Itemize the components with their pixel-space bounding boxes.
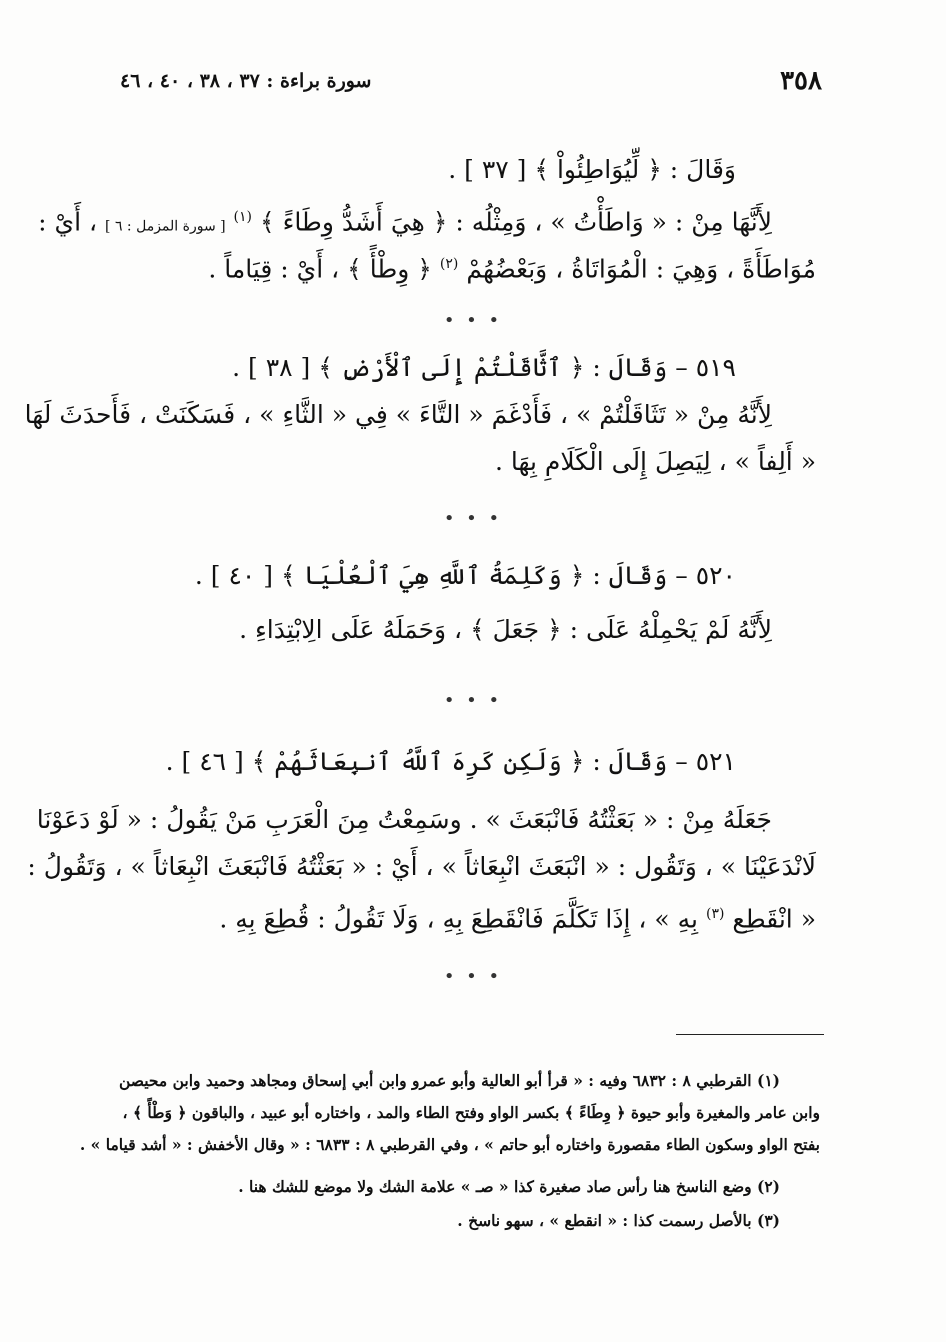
- verse-heading-text: وَقَالَ : ﴿ لِّيُوَاطِئُواْ ﴾ [ ٣٧ ] .: [448, 155, 736, 184]
- commentary-tail: ، أَيْ :: [38, 207, 98, 237]
- section-separator: • • •: [443, 690, 503, 711]
- footnote-divider: [676, 1034, 824, 1035]
- running-head: سورة براءة : ٣٧ ، ٣٨ ، ٤٠ ، ٤٦: [120, 70, 372, 92]
- verse-heading-37: [130, 150, 736, 190]
- commentary-tail: ﴿ وِطْأً ﴾ ، أَيْ : قِيَاماً .: [208, 254, 432, 284]
- commentary-line: [208, 244, 816, 289]
- commentary-tail: بِهِ » ، إِذَا تَكَلَّمَ فَانْقَطِعَ بِهِ ، وَلَا تَقُولُ : قُطِعَ بِهِ .: [219, 904, 699, 934]
- section-separator: • • •: [443, 310, 503, 331]
- page-header: [120, 66, 822, 106]
- commentary-text: « أَلِفاً » ، لِيَصِلَ إِلَى الْكَلَامِ بِهَا .: [494, 447, 816, 476]
- footnote-2: (٢) وضع الناسخ هنا رأس صاد صغيرة كذا « صـ » علامة الشك ولا موضع للشك هنا .: [238, 1177, 780, 1196]
- commentary-text: مُوَاطَأَةً ، وَهِيَ : الْمُوَاتَاةُ ، وَبَعْضُهُمْ: [466, 254, 816, 284]
- commentary-text: جَعَلَهُ مِنْ : « بَعَثْتُهُ فَانْبَعَثَ » . وسَمِعْتُ مِنَ الْعَرَبِ مَنْ يَقُولُ : « لَوْ دَعَوْنَا: [36, 805, 772, 834]
- commentary-text: لِأَنَّهَا مِنْ : « وَاطَأْتُ » ، وَمِثْلُه : ﴿ هِيَ أَشَدُّ وِطَاءً ﴾: [259, 207, 772, 237]
- entry-heading-521: [130, 742, 736, 782]
- commentary-line: [130, 442, 816, 482]
- surah-citation: [ سورة المزمل : ٦ ]: [105, 218, 226, 235]
- commentary-text: لِأَنَّهُ لَمْ يَحْمِلْهُ عَلَى : ﴿ جَعَلَ ﴾ ، وَحَمَلَهُ عَلَى الِابْتِدَاءِ .: [239, 615, 772, 644]
- commentary-line: [36, 800, 772, 840]
- commentary-line: [130, 610, 772, 650]
- entry-heading-text: ٥٢١ – وَقَالَ : ﴿ وَلَكِن كَرِهَ ٱللَّهُ ٱنبِعَاثَهُمْ ﴾ [ ٤٦ ] .: [165, 747, 736, 776]
- commentary-text: لَانْدَعَيْنَا » ، وَتَقُول : « انْبَعَثَ انْبِعَاثاً » ، أَيْ : « بَعَثْتُهُ فَانْبَعَثَ انْبِعَاثاً » ، وَتَقُولُ :: [27, 852, 816, 881]
- commentary-line: [27, 847, 816, 887]
- commentary-text: لِأَنَّهُ مِنْ « تَثَاقَلْتُمْ » ، فَأَدْغَمَ « التَّاءَ » فِي « الثَّاءِ » ، فَسَكَنَتْ ، فَأَحدَثَ لَهَا: [24, 400, 772, 429]
- footnote-marker-2: (٢): [439, 256, 459, 272]
- entry-heading-text: ٥٢٠ – وَقَالَ : ﴿ وَكَلِمَةُ ٱللَّهِ هِيَ ٱلْعُلْيَا ﴾ [ ٤٠ ] .: [194, 561, 736, 590]
- commentary-line: [24, 395, 772, 435]
- footnote-marker-3: (٣): [705, 906, 725, 922]
- commentary-line: [130, 894, 816, 939]
- entry-heading-519: [130, 348, 736, 388]
- entry-heading-520: [130, 556, 736, 596]
- footnote-1-line-1: (١) القرطبي ٨ : ٦٨٣٢ وفيه : « قرأ أبو العالية وأبو عمرو وابن أبي إسحاق ومجاهد وحميد وابن محيصن: [118, 1071, 780, 1090]
- section-separator: • • •: [443, 966, 503, 987]
- commentary-text: « انْقَطِع: [732, 904, 816, 934]
- footnote-3: (٣) بالأصل رسمت كذا : « انقطع » ، سهو ناسخ .: [457, 1211, 780, 1230]
- footnote-marker-1: (١): [233, 209, 253, 225]
- section-separator: • • •: [443, 508, 503, 529]
- page-number: ٣٥٨: [780, 66, 822, 96]
- footnote-1-line-3: بفتح الواو وسكون الطاء مقصورة واختاره أبو حاتم » ، وفي القرطبي ٨ : ٦٨٣٣ : « وقال الأخفش : « أشد قياما » .: [79, 1135, 820, 1154]
- footnote-1-line-2: وابن عامر والمغيرة وأبو حيوة ﴿ وِطَاءً ﴾ بكسر الواو وفتح الطاء والمد ، واختاره أبو عبيد ، والباقون ﴿ وَطْأً ﴾ ،: [122, 1103, 820, 1122]
- commentary-line: [38, 197, 772, 246]
- entry-heading-text: ٥١٩ – وَقَالَ : ﴿ ٱثَّاقَلْتُمْ إِلَى ٱلْأَرْضِ ﴾ [ ٣٨ ] .: [232, 353, 736, 382]
